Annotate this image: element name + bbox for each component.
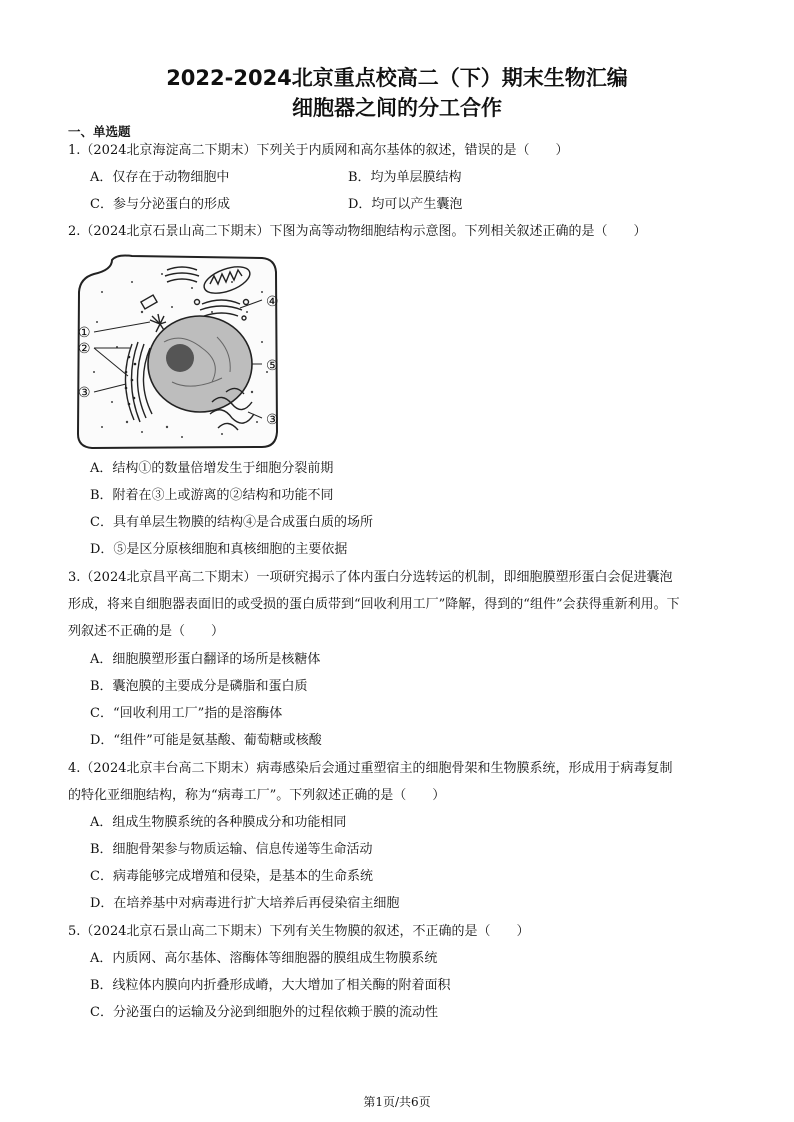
q2-option-b: B．附着在③上或游离的②结构和功能不同	[90, 488, 334, 503]
question-3-stem-line3: 列叙述不正确的是（ ）	[68, 624, 225, 639]
q4-option-d: D．在培养基中对病毒进行扩大培养后再侵染宿主细胞	[90, 896, 400, 911]
figure-label-3: ③	[78, 385, 91, 401]
q1-option-b: B．均为单层膜结构	[348, 170, 462, 185]
figure-label-2: ②	[78, 341, 91, 357]
q2-option-d: D．⑤是区分原核细胞和真核细胞的主要依据	[90, 542, 348, 557]
q4-option-a: A．组成生物膜系统的各种膜成分和功能相同	[90, 815, 347, 830]
question-5-stem: 5.（2024北京石景山高二下期末）下列有关生物膜的叙述，不正确的是（ ）	[68, 924, 530, 939]
q4-option-b: B．细胞骨架参与物质运输、信息传递等生命活动	[90, 842, 373, 857]
question-3-stem-line1: 3.（2024北京昌平高二下期末）一项研究揭示了体内蛋白分选转运的机制，即细胞膜塑形蛋白会促进囊泡	[68, 570, 673, 585]
page-title-line1: 2022-2024北京重点校高二（下）期末生物汇编	[166, 66, 628, 90]
question-4-stem-line1: 4.（2024北京丰台高二下期末）病毒感染后会通过重塑宿主的细胞骨架和生物膜系统，形成用于病毒复制	[68, 761, 673, 776]
q4-option-c: C．病毒能够完成增殖和侵染，是基本的生命系统	[90, 869, 373, 884]
q3-option-c: C．“回收利用工厂”指的是溶酶体	[90, 706, 283, 721]
q3-option-d: D．“组件”可能是氨基酸、葡萄糖或核酸	[90, 733, 322, 748]
page-footer: 第1页/共6页	[363, 1095, 431, 1109]
question-3-stem-line2: 形成，将来自细胞器表面旧的或受损的蛋白质带到“回收利用工厂”降解，得到的“组件”会获得重新利用。下	[68, 597, 680, 612]
figure-label-4: ④	[266, 294, 279, 310]
structure-5-nucleus	[148, 316, 252, 412]
q2-option-a: A．结构①的数量倍增发生于细胞分裂前期	[90, 461, 334, 476]
question-4-stem-line2: 的特化亚细胞结构，称为“病毒工厂”。下列叙述正确的是（ ）	[68, 788, 446, 803]
question-2-stem: 2.（2024北京石景山高二下期末）下图为高等动物细胞结构示意图。下列相关叙述正确的是（ ）	[68, 224, 647, 239]
q1-option-d: D．均可以产生囊泡	[348, 197, 463, 212]
q3-option-b: B．囊泡膜的主要成分是磷脂和蛋白质	[90, 679, 308, 694]
section-heading: 一、单选题	[68, 124, 131, 139]
q1-option-a: A．仅存在于动物细胞中	[90, 170, 230, 185]
q3-option-a: A．细胞膜塑形蛋白翻译的场所是核糖体	[90, 652, 321, 667]
q5-option-c: C．分泌蛋白的运输及分泌到细胞外的过程依赖于膜的流动性	[90, 1005, 438, 1020]
q5-option-a: A．内质网、高尔基体、溶酶体等细胞器的膜组成生物膜系统	[90, 951, 438, 966]
figure-label-3b: ③	[266, 412, 279, 428]
page-title-line2: 细胞器之间的分工合作	[292, 96, 502, 120]
q1-option-c: C．参与分泌蛋白的形成	[90, 197, 230, 212]
figure-label-1: ①	[78, 325, 91, 341]
q5-option-b: B．线粒体内膜向内折叠形成嵴，大大增加了相关酶的附着面积	[90, 978, 451, 993]
q2-option-c: C．具有单层生物膜的结构④是合成蛋白质的场所	[90, 515, 373, 530]
figure-label-5: ⑤	[266, 358, 279, 374]
question-1-stem: 1.（2024北京海淀高二下期末）下列关于内质网和高尔基体的叙述，错误的是（ ）	[68, 143, 569, 158]
